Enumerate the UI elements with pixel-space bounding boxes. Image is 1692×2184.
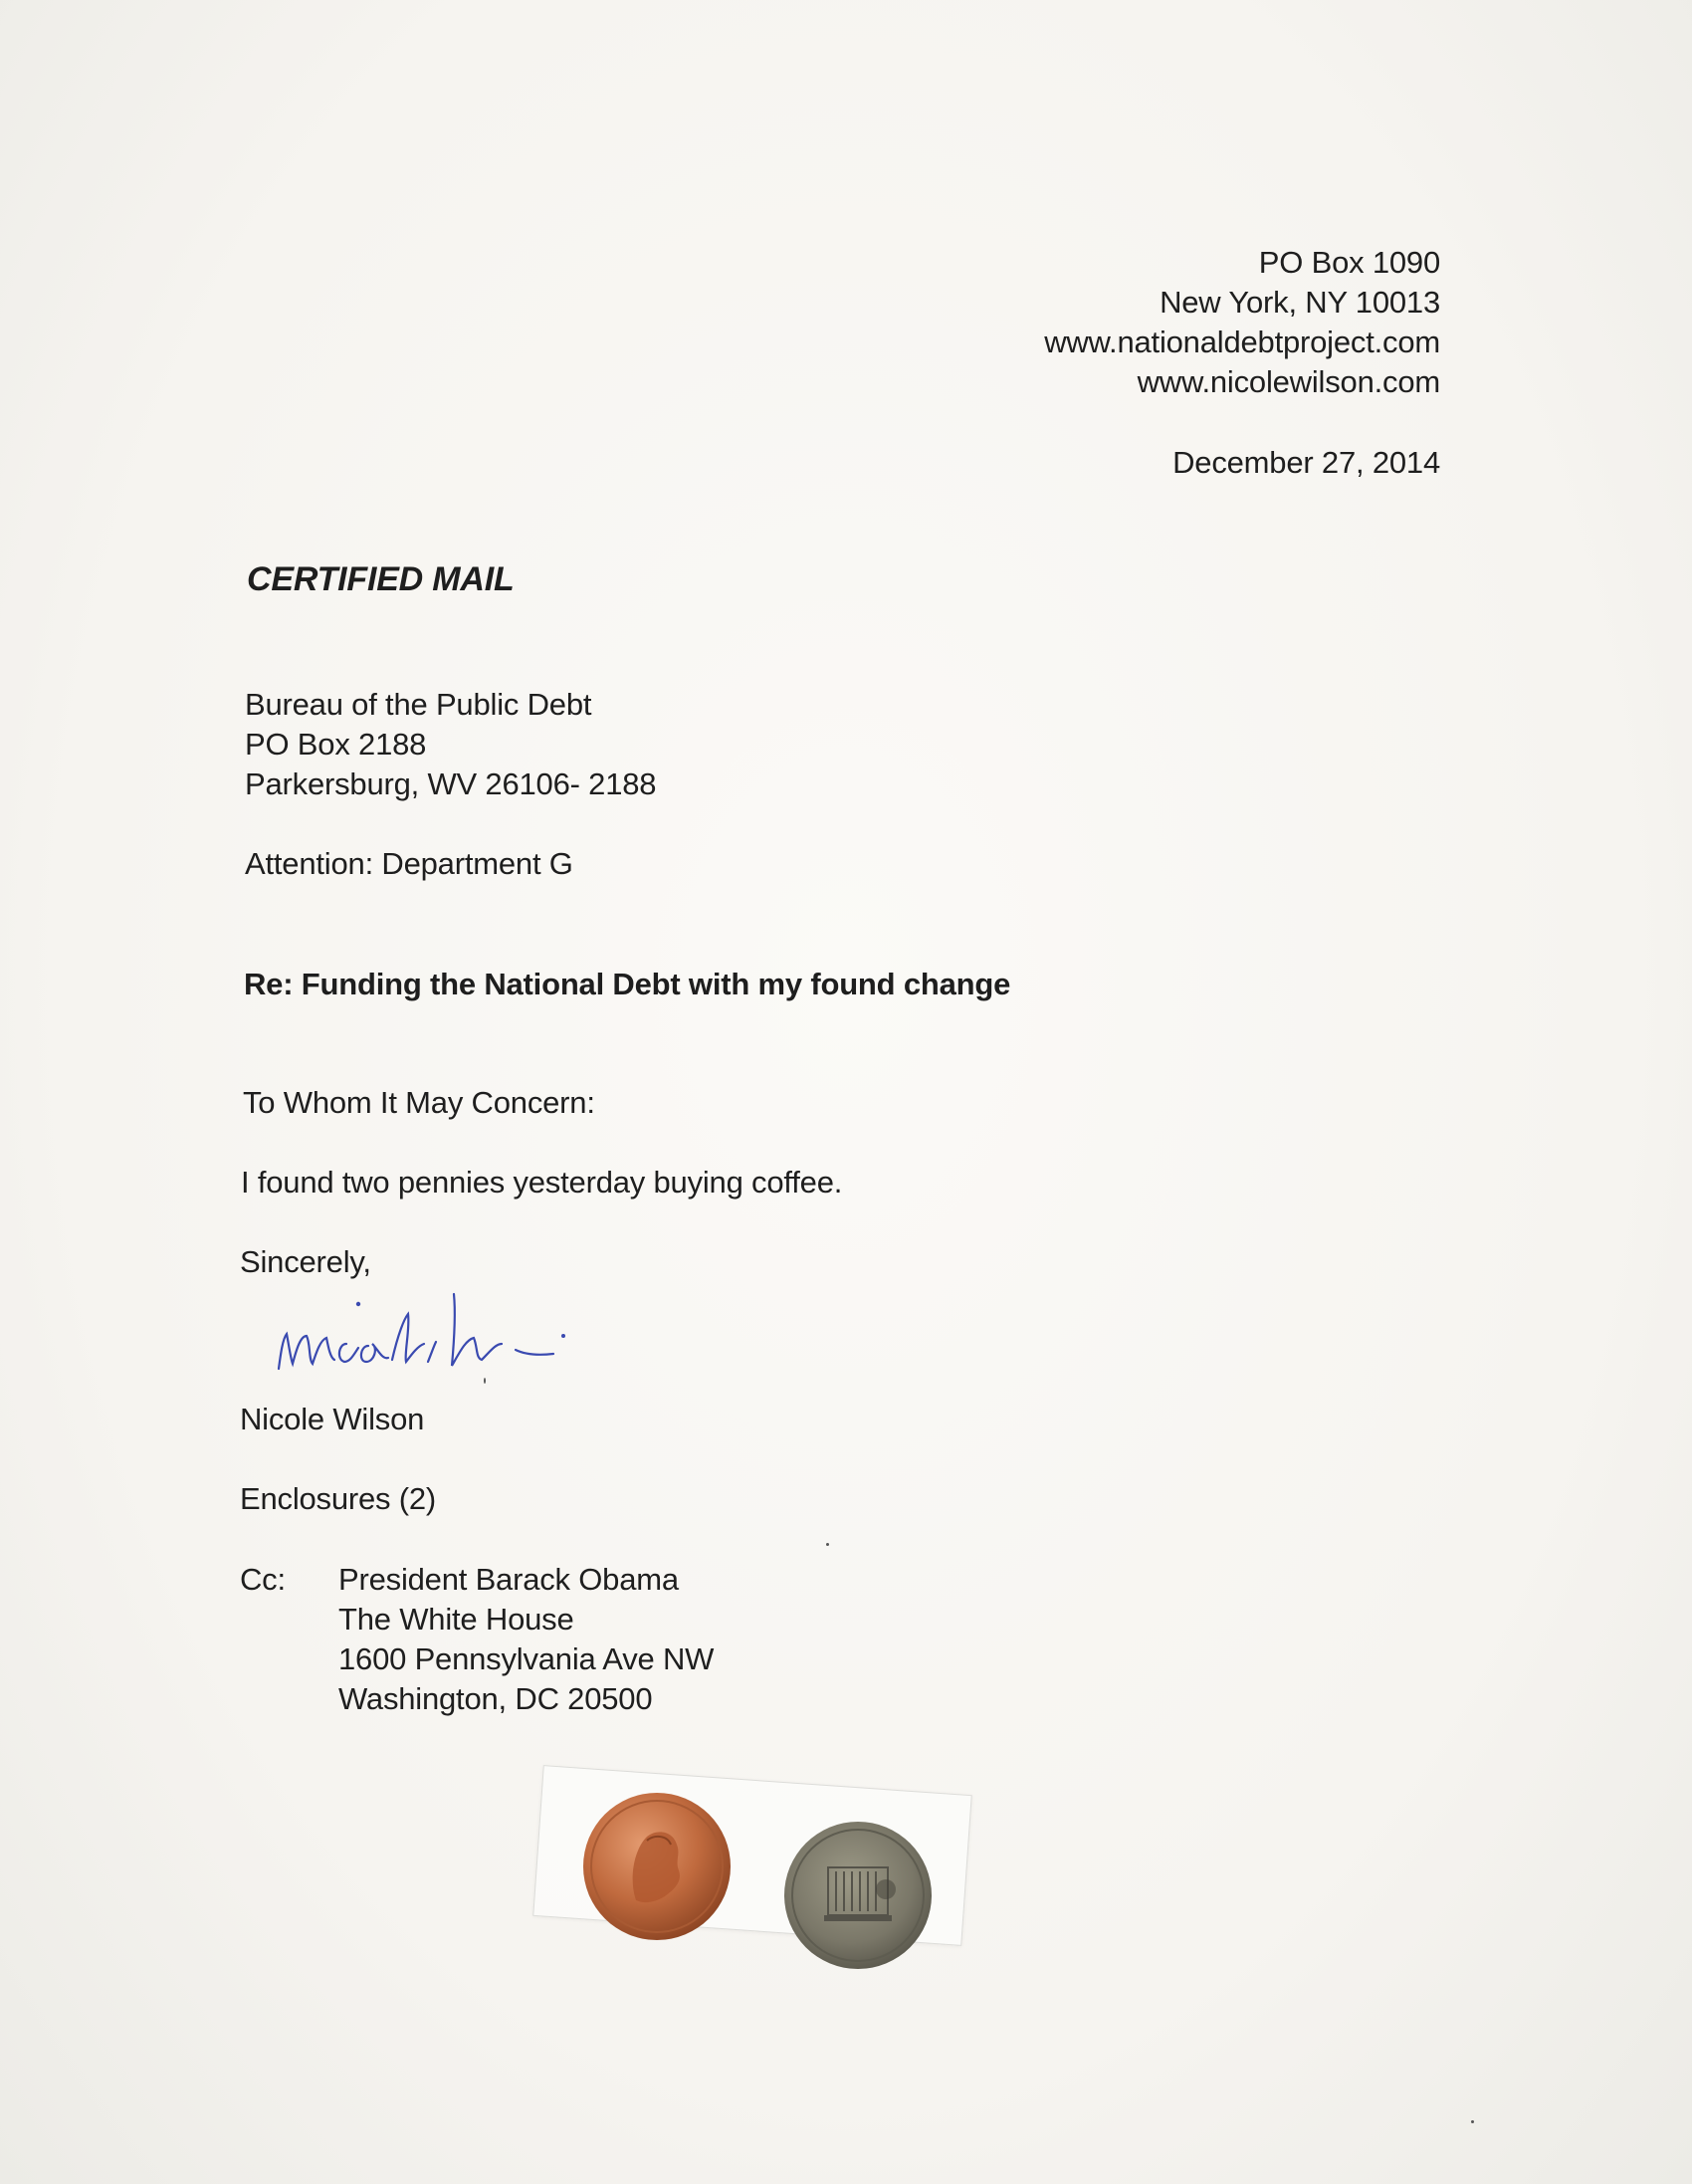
- cc-name: President Barack Obama: [338, 1562, 679, 1597]
- handwritten-signature: [269, 1274, 597, 1384]
- enclosures-note: Enclosures (2): [240, 1481, 437, 1516]
- cc-city: Washington, DC 20500: [338, 1681, 653, 1716]
- recipient-name: Bureau of the Public Debt: [245, 687, 592, 722]
- copper-penny-image: [581, 1791, 733, 1942]
- sender-website-project: www.nationaldebtproject.com: [1044, 325, 1440, 359]
- sender-city: New York, NY 10013: [1160, 285, 1440, 320]
- paper-speck: [1471, 2120, 1474, 2123]
- letter-date: December 27, 2014: [1172, 445, 1440, 480]
- subject-line: Re: Funding the National Debt with my found change: [244, 967, 1011, 1001]
- cc-address: [338, 1560, 714, 1719]
- salutation: To Whom It May Concern:: [243, 1085, 595, 1120]
- recipient-address: [245, 685, 656, 804]
- recipient-po-box: PO Box 2188: [245, 727, 427, 762]
- worn-penny-image: [782, 1820, 934, 1971]
- paper-speck: [826, 1543, 829, 1546]
- closing: Sincerely,: [240, 1244, 371, 1279]
- signer-name: Nicole Wilson: [240, 1402, 425, 1436]
- recipient-city: Parkersburg, WV 26106- 2188: [245, 766, 657, 801]
- sender-address: [1044, 243, 1440, 402]
- sender-po-box: PO Box 1090: [1258, 245, 1440, 280]
- cc-street: 1600 Pennsylvania Ave NW: [338, 1641, 715, 1676]
- certified-mail-heading: CERTIFIED MAIL: [247, 560, 515, 598]
- cc-building: The White House: [338, 1602, 574, 1637]
- attention-line: Attention: Department G: [245, 846, 573, 881]
- sender-website-personal: www.nicolewilson.com: [1137, 364, 1440, 399]
- paper-speck: [484, 1378, 486, 1384]
- letter-body: I found two pennies yesterday buying coffee.: [241, 1165, 843, 1200]
- cc-label: Cc:: [240, 1562, 286, 1597]
